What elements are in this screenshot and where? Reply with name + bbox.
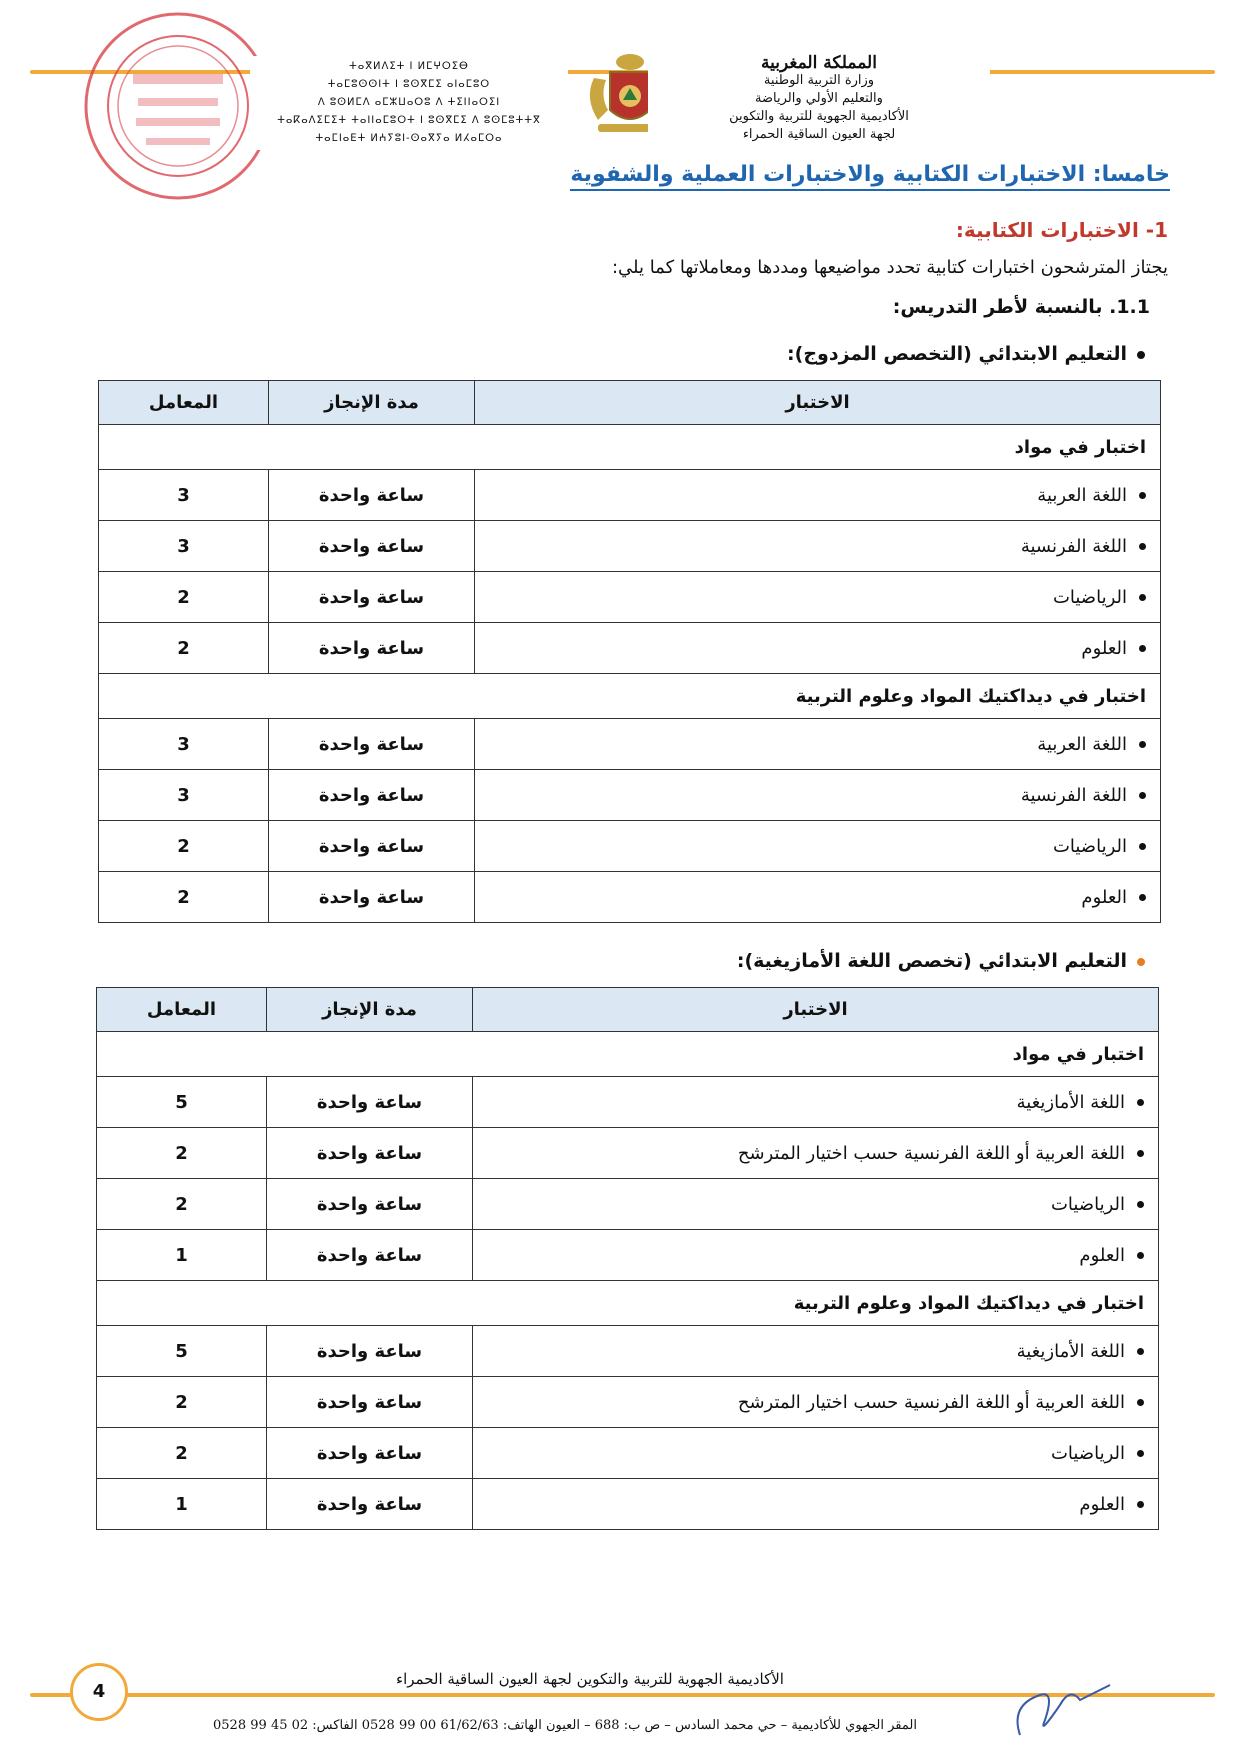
coef-cell: 2 bbox=[99, 572, 269, 623]
bullet-icon bbox=[1137, 958, 1145, 966]
duration-cell: ساعة واحدة bbox=[267, 1230, 473, 1281]
test-cell bbox=[475, 572, 1161, 623]
duration-cell: ساعة واحدة bbox=[267, 1077, 473, 1128]
table-row bbox=[99, 872, 1161, 923]
bullet-icon bbox=[1137, 1252, 1144, 1259]
duration-cell: ساعة واحدة bbox=[267, 1479, 473, 1530]
table-row bbox=[99, 719, 1161, 770]
test-cell bbox=[475, 770, 1161, 821]
group-row bbox=[99, 674, 1161, 719]
col-header-test: الاختبار bbox=[475, 381, 1161, 425]
bullet-icon bbox=[1139, 843, 1146, 850]
duration-cell: ساعة واحدة bbox=[267, 1428, 473, 1479]
duration-cell: ساعة واحدة bbox=[269, 623, 475, 674]
duration-cell: ساعة واحدة bbox=[269, 872, 475, 923]
coef-cell: 5 bbox=[97, 1077, 267, 1128]
bullet-icon bbox=[1137, 1501, 1144, 1508]
duration-cell: ساعة واحدة bbox=[269, 572, 475, 623]
test-cell bbox=[473, 1179, 1159, 1230]
test-name: الرياضيات bbox=[1052, 586, 1127, 608]
col-header-duration: مدة الإنجاز bbox=[269, 381, 475, 425]
coef-cell: 3 bbox=[99, 521, 269, 572]
bullet-icon bbox=[1137, 1150, 1144, 1157]
coef-cell: 2 bbox=[97, 1179, 267, 1230]
test-name: اللغة الأمازيغية bbox=[1016, 1091, 1125, 1113]
test-name: اللغة العربية bbox=[1037, 484, 1127, 506]
table-heading-text: التعليم الابتدائي (تخصص اللغة الأمازيغية): bbox=[736, 950, 1127, 972]
group-title: اختبار في ديداكتيك المواد وعلوم التربية bbox=[97, 1281, 1159, 1326]
table-heading-dual bbox=[787, 343, 1145, 365]
header-ministry: وزارة التربية الوطنية bbox=[763, 73, 875, 88]
header-country: المملكة المغربية bbox=[761, 53, 877, 73]
table-heading-amazigh bbox=[737, 950, 1145, 972]
bullet-icon bbox=[1139, 792, 1146, 799]
test-name: العلوم bbox=[1081, 637, 1127, 659]
test-name: اللغة العربية أو اللغة الفرنسية حسب اختيار المترشح bbox=[737, 1391, 1125, 1413]
tests-table-dual bbox=[98, 380, 1161, 923]
duration-cell: ساعة واحدة bbox=[267, 1377, 473, 1428]
test-name: العلوم bbox=[1081, 886, 1127, 908]
group-title: اختبار في مواد bbox=[97, 1032, 1159, 1077]
page-number: 4 bbox=[70, 1663, 128, 1721]
group-row bbox=[97, 1032, 1159, 1077]
test-cell bbox=[475, 623, 1161, 674]
table-header-row bbox=[97, 988, 1159, 1032]
bullet-icon bbox=[1137, 1450, 1144, 1457]
table-row bbox=[99, 821, 1161, 872]
table-row bbox=[97, 1326, 1159, 1377]
duration-cell: ساعة واحدة bbox=[267, 1128, 473, 1179]
header-region: لجهة العيون الساقية الحمراء bbox=[742, 127, 896, 142]
table-row bbox=[97, 1077, 1159, 1128]
test-name: الرياضيات bbox=[1052, 835, 1127, 857]
test-cell bbox=[473, 1230, 1159, 1281]
test-cell bbox=[473, 1077, 1159, 1128]
subsection-teaching-staff: 1.1. بالنسبة لأطر التدريس: bbox=[892, 296, 1150, 318]
table-row bbox=[99, 623, 1161, 674]
duration-cell: ساعة واحدة bbox=[269, 521, 475, 572]
table-row bbox=[97, 1479, 1159, 1530]
group-title: اختبار في مواد bbox=[99, 425, 1161, 470]
header-arabic bbox=[648, 52, 990, 146]
duration-cell: ساعة واحدة bbox=[269, 770, 475, 821]
subsection-written-tests: 1- الاختبارات الكتابية: bbox=[955, 218, 1168, 242]
coef-cell: 3 bbox=[99, 770, 269, 821]
test-cell bbox=[475, 719, 1161, 770]
duration-cell: ساعة واحدة bbox=[269, 470, 475, 521]
table-row bbox=[97, 1230, 1159, 1281]
table-row bbox=[97, 1428, 1159, 1479]
col-header-duration: مدة الإنجاز bbox=[267, 988, 473, 1032]
header-tifinagh-line: ⵜⴰⵎⵓⵙⵙⵏⵜ ⵏ ⵓⵙⴳⵎⵉ ⴰⵏⴰⵎⵓⵔ bbox=[327, 79, 491, 90]
col-header-coef: المعامل bbox=[97, 988, 267, 1032]
test-name: العلوم bbox=[1079, 1244, 1125, 1266]
test-cell bbox=[473, 1479, 1159, 1530]
table-heading-text: التعليم الابتدائي (التخصص المزدوج): bbox=[787, 343, 1127, 365]
duration-cell: ساعة واحدة bbox=[267, 1326, 473, 1377]
bullet-icon bbox=[1137, 1099, 1144, 1106]
table-row bbox=[99, 470, 1161, 521]
test-name: اللغة الفرنسية bbox=[1020, 535, 1127, 557]
section-title: خامسا: الاختبارات الكتابية والاختبارات العملية والشفوية bbox=[570, 162, 1170, 191]
header-ministry-2: والتعليم الأولي والرياضة bbox=[755, 91, 883, 106]
col-header-coef: المعامل bbox=[99, 381, 269, 425]
group-row bbox=[99, 425, 1161, 470]
col-header-test: الاختبار bbox=[473, 988, 1159, 1032]
test-cell bbox=[475, 821, 1161, 872]
test-name: اللغة الأمازيغية bbox=[1016, 1340, 1125, 1362]
test-cell bbox=[473, 1326, 1159, 1377]
test-cell bbox=[475, 470, 1161, 521]
test-cell bbox=[475, 521, 1161, 572]
table-row bbox=[97, 1377, 1159, 1428]
bullet-icon bbox=[1139, 543, 1146, 550]
table-header-row bbox=[99, 381, 1161, 425]
test-name: اللغة العربية bbox=[1037, 733, 1127, 755]
coef-cell: 3 bbox=[99, 719, 269, 770]
footer-address: المقر الجهوي للأكاديمية – حي محمد السادس – ص ب: 688 – العيون الهاتف: 61/62/63 00 99 0528 الفاكس: 02 45 99 0528 bbox=[213, 1718, 917, 1733]
bullet-icon bbox=[1139, 894, 1146, 901]
bullet-icon bbox=[1137, 351, 1145, 359]
table-row bbox=[99, 572, 1161, 623]
duration-cell: ساعة واحدة bbox=[269, 719, 475, 770]
duration-cell: ساعة واحدة bbox=[267, 1179, 473, 1230]
header-tifinagh-line: ⵜⴰⴳⵍⴷⵉⵜ ⵏ ⵍⵎⵖⵔⵉⴱ bbox=[349, 61, 469, 72]
table-row bbox=[97, 1179, 1159, 1230]
coef-cell: 3 bbox=[99, 470, 269, 521]
signature-icon bbox=[1000, 1665, 1120, 1745]
test-name: العلوم bbox=[1079, 1493, 1125, 1515]
test-name: الرياضيات bbox=[1050, 1442, 1125, 1464]
coef-cell: 2 bbox=[97, 1428, 267, 1479]
bullet-icon bbox=[1137, 1201, 1144, 1208]
intro-paragraph: يجتاز المترشحون اختبارات كتابية تحدد مواضيعها ومددها ومعاملاتها كما يلي: bbox=[611, 257, 1168, 278]
bullet-icon bbox=[1139, 492, 1146, 499]
coef-cell: 2 bbox=[97, 1377, 267, 1428]
header-academy: الأكاديمية الجهوية للتربية والتكوين bbox=[729, 109, 909, 124]
coef-cell: 2 bbox=[99, 872, 269, 923]
header-tifinagh-line: ⵜⴰⴽⴰⴷⵉⵎⵉⵜ ⵜⴰⵏⵏⴰⵎⵓⵔⵜ ⵏ ⵓⵙⴳⵎⵉ ⴷ ⵓⵙⵎⵓⵜⵜⴳ bbox=[277, 115, 541, 126]
coef-cell: 2 bbox=[99, 623, 269, 674]
test-name: اللغة الفرنسية bbox=[1020, 784, 1127, 806]
test-cell bbox=[475, 872, 1161, 923]
official-stamp bbox=[78, 6, 278, 206]
bullet-icon bbox=[1137, 1399, 1144, 1406]
test-cell bbox=[473, 1377, 1159, 1428]
table-row bbox=[97, 1128, 1159, 1179]
tests-table-amazigh bbox=[96, 987, 1159, 1530]
coef-cell: 2 bbox=[97, 1128, 267, 1179]
header-tifinagh bbox=[250, 56, 568, 150]
test-name: اللغة العربية أو اللغة الفرنسية حسب اختيار المترشح bbox=[737, 1142, 1125, 1164]
test-cell bbox=[473, 1428, 1159, 1479]
bullet-icon bbox=[1139, 741, 1146, 748]
footer-academy: الأكاديمية الجهوية للتربية والتكوين لجهة العيون الساقية الحمراء bbox=[330, 1670, 850, 1688]
coef-cell: 1 bbox=[97, 1479, 267, 1530]
coef-cell: 1 bbox=[97, 1230, 267, 1281]
header-tifinagh-line: ⴷ ⵓⵙⵍⵎⴷ ⴰⵎⵣⵡⴰⵔⵓ ⴷ ⵜⵉⵏⵏⴰⵔⵉⵏ bbox=[317, 97, 501, 108]
coef-cell: 2 bbox=[99, 821, 269, 872]
table-row bbox=[99, 770, 1161, 821]
header-tifinagh-line: ⵜⴰⵎⵏⴰⴹⵜ ⵍⵄⵢⵓⵏ-ⵙⴰⴳⵢⴰ ⵍⵃⴰⵎⵔⴰ bbox=[315, 133, 503, 144]
bullet-icon bbox=[1139, 645, 1146, 652]
group-title: اختبار في ديداكتيك المواد وعلوم التربية bbox=[99, 674, 1161, 719]
test-name: الرياضيات bbox=[1050, 1193, 1125, 1215]
duration-cell: ساعة واحدة bbox=[269, 821, 475, 872]
bullet-icon bbox=[1137, 1348, 1144, 1355]
table-row bbox=[99, 521, 1161, 572]
group-row bbox=[97, 1281, 1159, 1326]
coef-cell: 5 bbox=[97, 1326, 267, 1377]
test-cell bbox=[473, 1128, 1159, 1179]
bullet-icon bbox=[1139, 594, 1146, 601]
